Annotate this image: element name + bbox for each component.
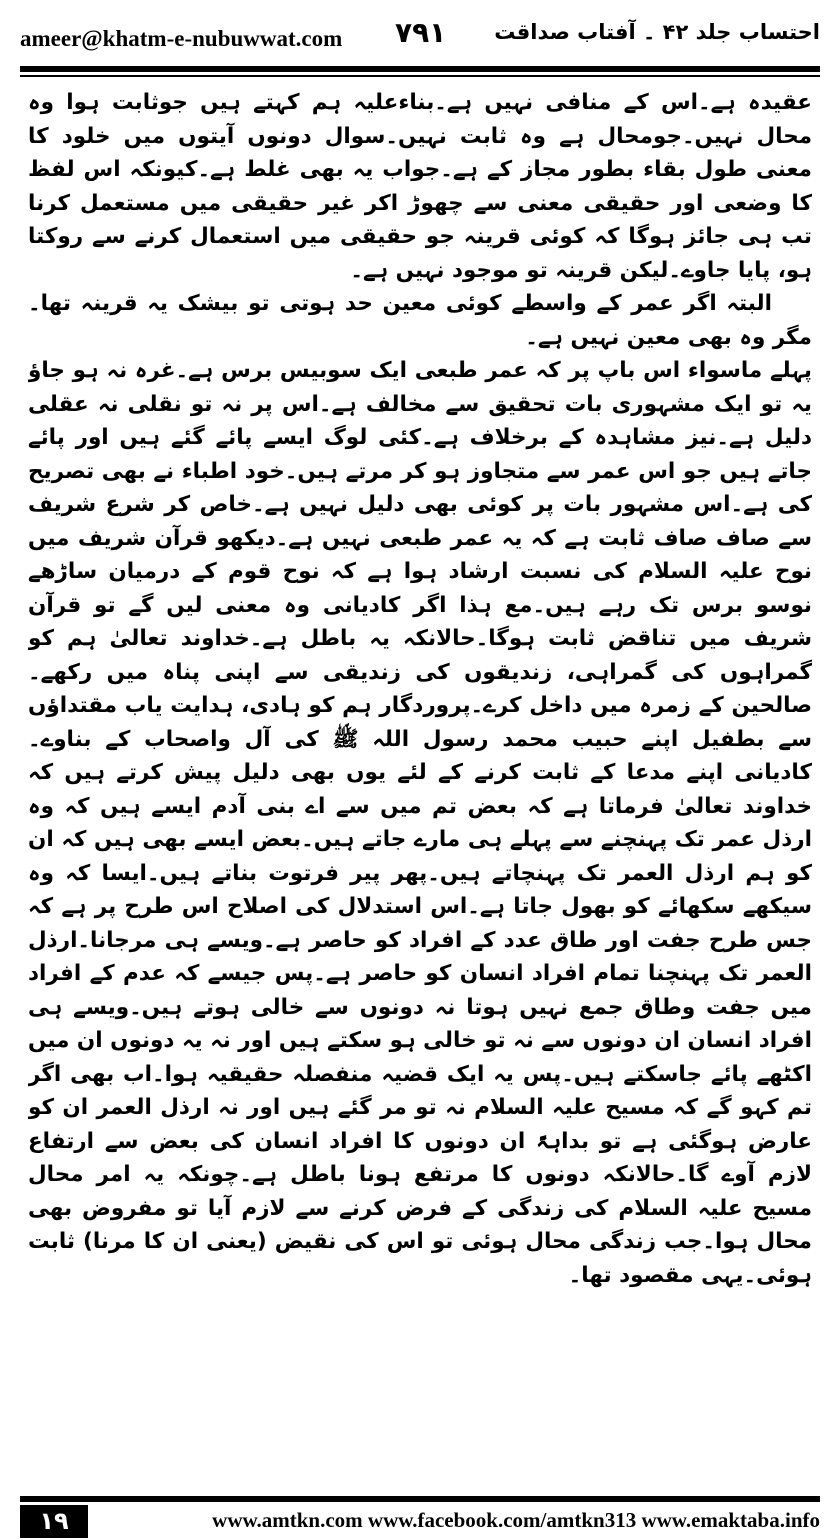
header-rule-thin	[20, 75, 820, 77]
paragraph: البتہ اگر عمر کے واسطے کوئی معین حد ہوتی تو بیشک یہ قرینہ تھا۔مگر وہ بھی معین نہیں ہے۔	[28, 291, 812, 350]
footer-page-box	[20, 1505, 88, 1538]
paragraph: پہلے ماسواء اس باپ پر کہ عمر طبعی ایک سوبیس برس ہے۔غرہ نہ ہو جاؤ یہ تو ایک مشہوری بات تحقیق سے مخالف ہے۔اس پر نہ تو نقلی نہ عقلی دلیل ہے۔نیز مشاہدہ کے برخلاف ہے۔کئی لوگ ایسے پائے گئے ہیں اور پائے جاتے ہیں جو اس عمر سے متجاوز ہو کر مرتے ہیں۔خود اطباء نے بھی تصریح کی ہے۔اس مشہور بات پر کوئی بھی دلیل نہیں ہے۔خاص کر شرع شریف سے صاف صاف ثابت ہے کہ یہ عمر طبعی نہیں ہے۔دیکھو قرآن شریف میں نوح علیہ السلام کی نسبت ارشاد ہوا ہے کہ نوح قوم کے درمیان ساڑھے نوسو برس تک رہے ہیں۔مع ہذا اگر کادیانی وہ معنی لیں گے تو قرآن شریف میں تناقض ثابت ہوگا۔حالانکہ یہ باطل ہے۔خداوند تعالیٰ ہم کو گمراہوں کی گمراہی، زندیقوں کی زندیقی سے اپنی پناہ میں رکھے۔صالحین کے زمرہ میں داخل کرے۔پروردگار ہم کو ہادی، ہدایت یاب مقتداؤں سے بطفیل اپنے حبیب محمد رسول اللہ ﷺ کی آل واصحاب کے بناوے۔کادیانی اپنے مدعا کے ثابت کرنے کے لئے یوں بھی دلیل پیش کرتے ہیں کہ خداوند تعالیٰ فرماتا ہے کہ بعض تم میں سے اے بنی آدم ایسے ہیں کہ وہ ارذل عمر تک پہنچنے سے پہلے ہی مارے جاتے ہیں۔بعض ایسے بھی ہیں کہ ان کو ہم ارذل العمر تک پہنچاتے ہیں۔پھر پیر فرتوت بناتے ہیں۔ایسا کہ وہ سیکھے سکھائے کو بھول جاتا ہے۔اس استدلال کی اصلاح اس طرح پر ہے کہ جس طرح جفت اور طاق عدد کے افراد کو حاصر ہے۔ویسے ہی مرجانا۔ارذل العمر تک پہنچنا تمام افراد انسان کو حاصر ہے۔پس جیسے کہ عدم کے افراد میں جفت وطاق جمع نہیں ہوتا نہ دونوں سے خالی ہوتے ہیں۔ویسے ہی افراد انسان ان دونوں سے نہ تو خالی ہو سکتے ہیں اور نہ یہ دونوں ان میں اکٹھے پائے جاسکتے ہیں۔پس یہ ایک قضیہ منفصلہ حقیقیہ ہوا۔اب بھی اگر تم کہو گے کہ مسیح علیہ السلام نہ تو مر گئے ہیں اور نہ ارذل العمر ان کو عارض ہوگئی ہے تو بداہۃً ان دونوں کا افراد انسان کی بعض سے ارتفاع لازم آوے گا۔حالانکہ دونوں کا مرتفع ہونا باطل ہے۔چونکہ یہ امر محال مسیح علیہ السلام کی زندگی کے فرض کرنے سے لازم آیا تو مفروض بھی محال ہوا۔جب زندگی محال ہوئی تو اس کی نقیض (یعنی ان کا مرنا) ثابت ہوئی۔یہی مقصود تھا۔	[28, 358, 812, 1288]
footer-links: www.amtkn.com www.facebook.com/amtkn313 www.emaktaba.info	[212, 1508, 820, 1532]
header-book-title: احتساب جلد ۴۲ ۔ آفتاب صداقت	[494, 20, 820, 44]
page-header	[20, 14, 820, 64]
footer-rule	[20, 1496, 820, 1502]
header-page-number: ۷۹۱	[395, 16, 447, 49]
header-rule	[20, 66, 820, 72]
footer-page-number: ۱۹	[39, 1507, 69, 1535]
header-email: ameer@khatm-e-nubuwwat.com	[20, 26, 343, 51]
paragraph: عقیدہ ہے۔اس کے منافی نہیں ہے۔بناءعلیہ ہم کہتے ہیں جوثابت ہوا وہ محال نہیں۔جومحال ہے وہ ثابت نہیں۔سوال دونوں آیتوں میں خلود کا معنی طول بقاء بطور مجاز کے ہے۔جواب یہ بھی غلط ہے۔کیونکہ اس لفظ کا وضعی اور حقیقی معنی سے چھوڑ اکر غیر حقیقی میں مستعمل کرنا تب ہی جائز ہوگا کہ کوئی قرینہ جو حقیقی میں استعمال کرنے سے روکتا ہو، پایا جاوے۔لیکن قرینہ تو موجود نہیں ہے۔	[28, 90, 812, 283]
body-text	[28, 86, 812, 1471]
